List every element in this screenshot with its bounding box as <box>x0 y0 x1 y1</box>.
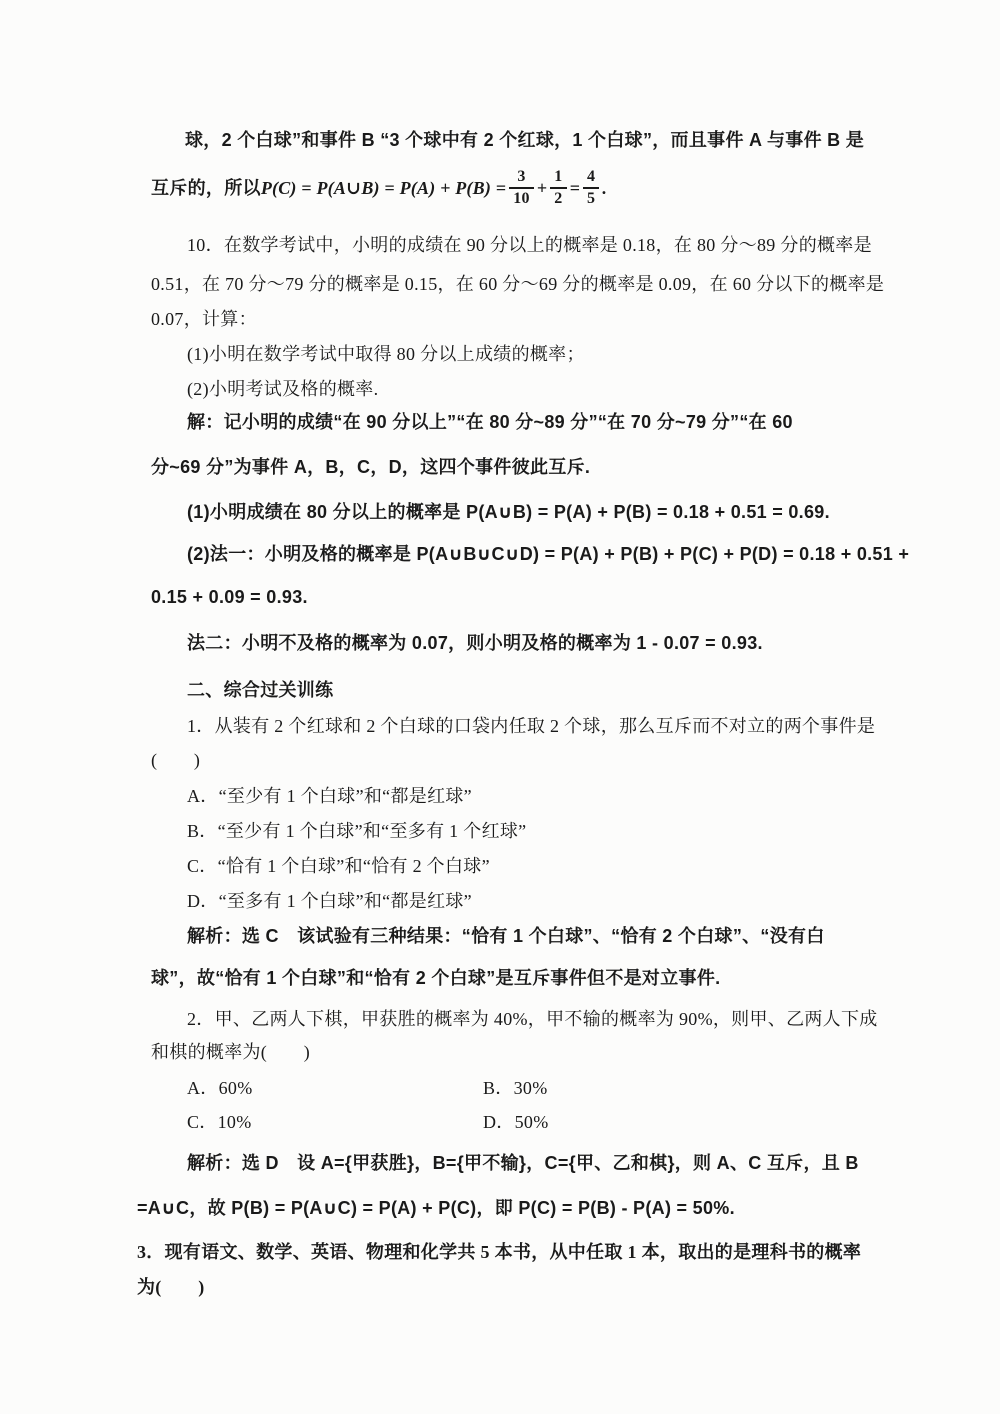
solution-10-method-1-line-1: (2)法一：小明及格的概率是 P(A∪B∪C∪D) = P(A) + P(B) + P(C) + P(D) = 0.18 + 0.51 + <box>187 544 910 564</box>
solution-10-line-2: 分~69 分”为事件 A，B，C，D，这四个事件彼此互斥. <box>151 457 591 477</box>
problem-3-stem-line-1: 3．现有语文、数学、英语、物理和化学共 5 本书，从中任取 1 本，取出的是理科书的概率 <box>137 1242 862 1262</box>
problem-10-part-2: (2)小明考试及格的概率. <box>187 379 379 399</box>
solution-10-method-2: 法二：小明不及格的概率为 0.07，则小明及格的概率为 1 - 0.07 = 0.93. <box>187 633 763 653</box>
problem-2-option-a: A．60% <box>187 1078 253 1098</box>
problem-2-options-row-1 <box>187 1076 548 1100</box>
problem-2-option-d: D．50% <box>483 1112 549 1132</box>
problem-1-option-d: D．“至多有 1 个白球”和“都是红球” <box>187 891 472 911</box>
formula-prefix-cn: 互斥的，所以 <box>151 178 261 198</box>
section-2-heading: 二、综合过关训练 <box>187 680 334 700</box>
fraction-1-2: $\frac{1}{2}$ <box>550 168 566 209</box>
formula-math-run: P(C) = P(A∪B) = P(A) + P(B) = <box>260 178 507 198</box>
problem-2-stem-line-2: 和棋的概率为( ) <box>151 1042 310 1062</box>
fraction-3-10: $\frac{3}{10}$ <box>509 168 534 209</box>
problem-1-analysis-line-2: 球”，故“恰有 1 个白球”和“恰有 2 个白球”是互斥事件但不是对立事件. <box>151 968 721 988</box>
problem-10-stem-line-1: 10．在数学考试中，小明的成绩在 90 分以上的概率是 0.18，在 80 分～89 分的概率是 <box>187 235 872 255</box>
problem-2-analysis-line-2: =A∪C，故 P(B) = P(A∪C) = P(A) + P(C)，即 P(C) = P(B) - P(A) = 50%. <box>137 1198 735 1218</box>
problem-2-option-b: B．30% <box>483 1078 548 1098</box>
problem-10-part-1: (1)小明在数学考试中取得 80 分以上成绩的概率； <box>187 344 585 364</box>
formula-equals-sign: = <box>569 178 581 198</box>
problem-1-stem: 1．从装有 2 个红球和 2 个白球的口袋内任取 2 个球，那么互斥而不对立的两个事件是 <box>187 716 876 736</box>
formula-plus-sign: + <box>536 178 548 198</box>
problem-1-answer-blank: ( ) <box>151 750 201 770</box>
problem-2-stem-line-1: 2．甲、乙两人下棋，甲获胜的概率为 40%，甲不输的概率为 90%，则甲、乙两人下成 <box>187 1009 878 1029</box>
solution-10-line-1: 解：记小明的成绩“在 90 分以上”“在 80 分~89 分”“在 70 分~79 分”“在 60 <box>187 412 793 432</box>
problem-10-stem-line-3: 0.07，计算： <box>151 309 257 329</box>
solution-10-answer-1: (1)小明成绩在 80 分以上的概率是 P(A∪B) = P(A) + P(B) = 0.18 + 0.51 = 0.69. <box>187 502 830 522</box>
prev-solution-text-line-1: 球，2 个白球”和事件 B “3 个球中有 2 个红球，1 个白球”，而且事件 A 与事件 B 是 <box>185 130 865 150</box>
problem-10-stem-line-2: 0.51，在 70 分～79 分的概率是 0.15，在 60 分～69 分的概率是 0.09，在 60 分以下的概率是 <box>151 274 885 294</box>
problem-1-option-c: C．“恰有 1 个白球”和“恰有 2 个白球” <box>187 856 490 876</box>
formula-period: . <box>602 178 608 198</box>
problem-2-analysis-line-1: 解析：选 D 设 A={甲获胜}，B={甲不输}，C={甲、乙和棋}，则 A、C 互斥，且 B <box>187 1153 859 1173</box>
problem-1-analysis-line-1: 解析：选 C 该试验有三种结果：“恰有 1 个白球”、“恰有 2 个白球”、“没有白 <box>187 926 825 946</box>
prev-solution-formula-line <box>151 163 607 213</box>
problem-2-options-row-2 <box>187 1110 549 1134</box>
problem-3-stem-line-2: 为( ) <box>137 1277 205 1297</box>
solution-10-method-1-line-2: 0.15 + 0.09 = 0.93. <box>151 587 308 607</box>
fraction-4-5: $\frac{4}{5}$ <box>583 168 599 209</box>
problem-2-option-c: C．10% <box>187 1112 252 1132</box>
problem-1-option-b: B．“至少有 1 个白球”和“至多有 1 个红球” <box>187 821 527 841</box>
problem-1-option-a: A．“至少有 1 个白球”和“都是红球” <box>187 786 472 806</box>
